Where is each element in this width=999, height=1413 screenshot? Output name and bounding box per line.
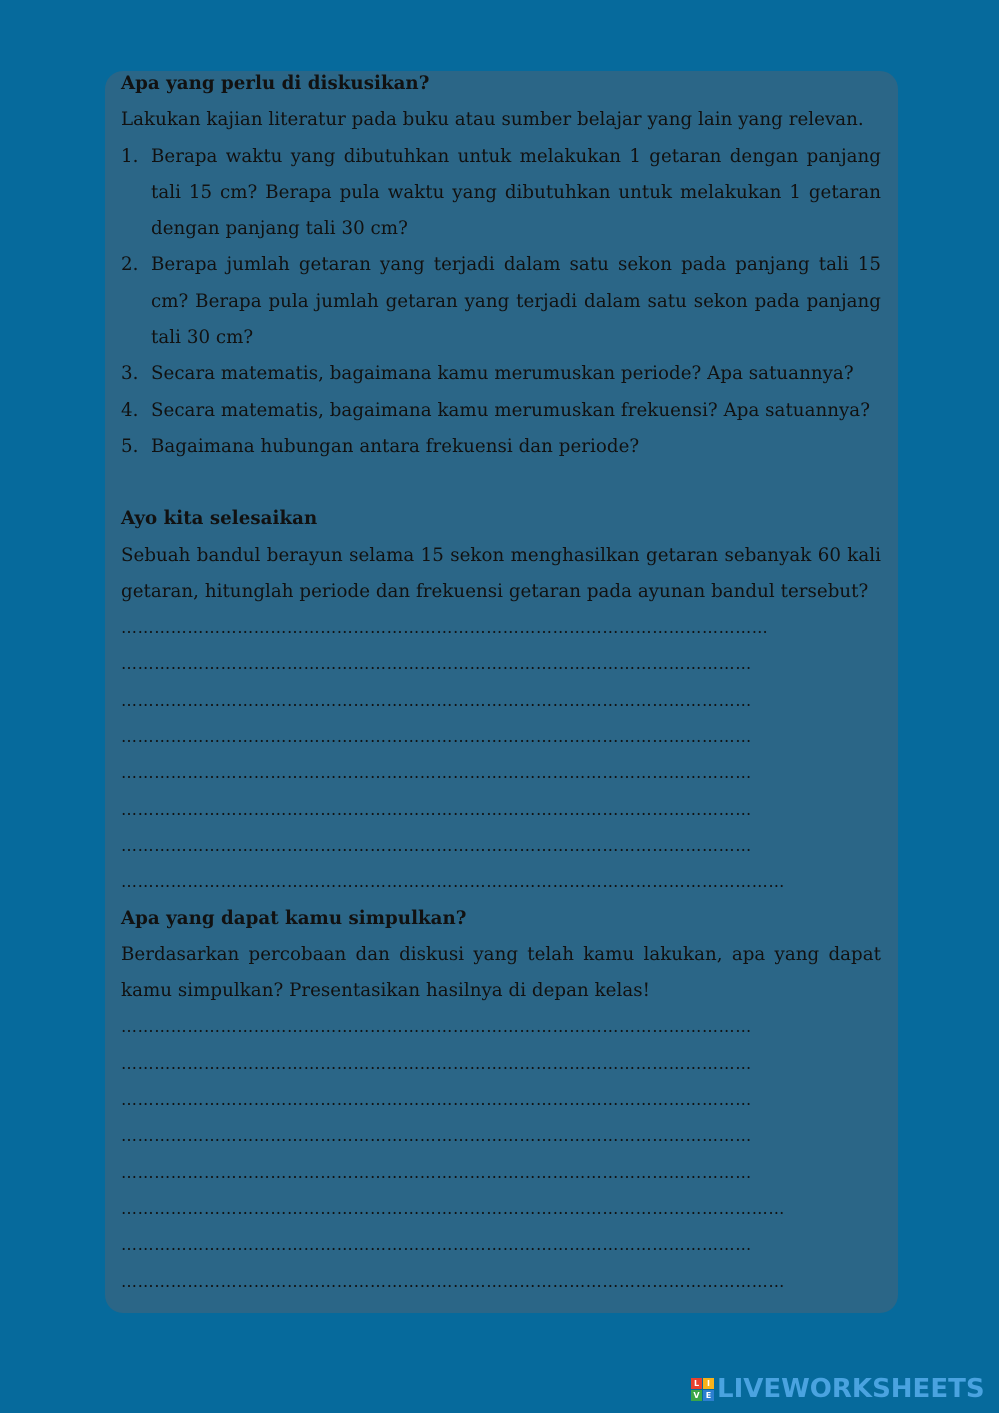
- logo-letter-v: V: [691, 1390, 702, 1401]
- discussion-heading: Apa yang perlu di diskusikan?: [121, 73, 430, 94]
- answer-line[interactable]: ……………………………………………………………………………………………………: [121, 835, 752, 855]
- liveworksheets-logo[interactable]: [691, 1374, 985, 1404]
- logo-icon: [691, 1378, 714, 1401]
- question-item: [121, 247, 881, 356]
- question-text: Secara matematis, bagaimana kamu merumuskan frekuensi? Apa satuannya?: [151, 399, 871, 421]
- answer-line[interactable]: …………………………………………………………………………………………………………: [121, 1198, 785, 1218]
- discussion-intro: Lakukan kajian literatur pada buku atau sumber belajar yang lain yang relevan.: [121, 109, 864, 131]
- question-list: [121, 139, 881, 466]
- question-number: 1.: [121, 145, 139, 167]
- answer-line[interactable]: ……………………………………………………………………………………………………: [121, 1017, 752, 1037]
- answer-line[interactable]: ……………………………………………………………………………………………………: [121, 690, 752, 710]
- answer-line[interactable]: …………………………………………………………………………………………………………: [121, 872, 785, 892]
- answer-line[interactable]: ……………………………………………………………………………………………………: [121, 763, 752, 783]
- conclusion-heading: Apa yang dapat kamu simpulkan?: [121, 907, 467, 929]
- question-number: 4.: [121, 399, 139, 421]
- answer-line[interactable]: ……………………………………………………………………………………………………: [121, 727, 752, 747]
- worksheet-content: [121, 66, 881, 1300]
- logo-letter-e: E: [703, 1390, 714, 1401]
- question-text: Bagaimana hubungan antara frekuensi dan periode?: [151, 435, 640, 457]
- answer-line[interactable]: ……………………………………………………………………………………………………: [121, 654, 752, 674]
- question-item: [121, 393, 881, 429]
- section-spacer: [121, 465, 881, 501]
- question-number: 5.: [121, 435, 139, 457]
- question-item: [121, 429, 881, 465]
- exercise-heading: Ayo kita selesaikan: [121, 508, 318, 530]
- question-text: Secara matematis, bagaimana kamu merumuskan periode? Apa satuannya?: [151, 363, 854, 385]
- question-text: Berapa waktu yang dibutuhkan untuk melakukan 1 getaran dengan panjang tali 15 cm? Berapa pula waktu yang dibutuhkan untuk melakukan 1 getaran dengan panjang tali 30 cm?: [151, 145, 881, 240]
- question-text: Berapa jumlah getaran yang terjadi dalam satu sekon pada panjang tali 15 cm? Berapa pula jumlah getaran yang terjadi dalam satu sekon pada panjang tali 30 cm?: [151, 254, 881, 349]
- answer-line[interactable]: ……………………………………………………………………………………………………: [121, 799, 752, 819]
- answer-line[interactable]: …………………………………………………………………………………………………………: [121, 1271, 785, 1291]
- conclusion-prompt: Berdasarkan percobaan dan diskusi yang telah kamu lakukan, apa yang dapat kamu simpulkan? Presentasikan hasilnya di depan kelas!: [121, 943, 881, 1002]
- question-number: 3.: [121, 363, 139, 385]
- logo-letter-l: L: [691, 1378, 702, 1389]
- answer-line[interactable]: ……………………………………………………………………………………………………: [121, 1090, 752, 1110]
- question-item: [121, 139, 881, 248]
- logo-letter-i: I: [703, 1378, 714, 1389]
- answer-line[interactable]: ……………………………………………………………………………………………………: [121, 1053, 752, 1073]
- logo-text: LIVEWORKSHEETS: [717, 1374, 985, 1404]
- answer-line[interactable]: ……………………………………………………………………………………………………: [121, 1235, 752, 1255]
- exercise-problem: Sebuah bandul berayun selama 15 sekon menghasilkan getaran sebanyak 60 kali getaran, hitunglah periode dan frekuensi getaran pada ayunan bandul tersebut?: [121, 544, 881, 602]
- question-number: 2.: [121, 254, 139, 276]
- answer-line[interactable]: ………………………………………………………………………………………………………: [121, 618, 769, 638]
- question-item: [121, 356, 881, 392]
- answer-line[interactable]: ……………………………………………………………………………………………………: [121, 1162, 752, 1182]
- answer-line[interactable]: ……………………………………………………………………………………………………: [121, 1126, 752, 1146]
